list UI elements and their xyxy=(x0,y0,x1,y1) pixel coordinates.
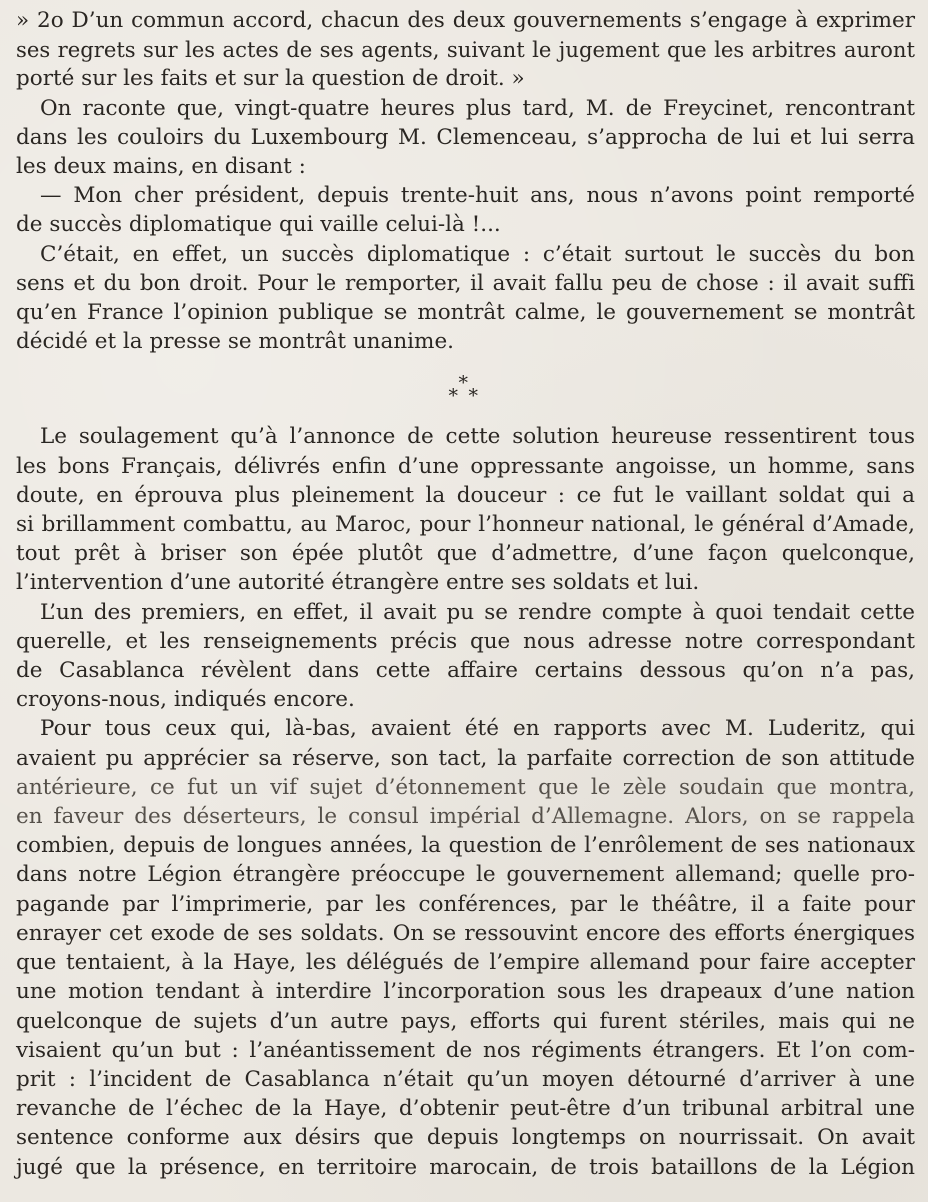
text-line: Pour tous ceux qui, là-bas, avaient été en rapports avec M. Luderitz, qui xyxy=(40,716,915,742)
text-line: que tentaient, à la Haye, les délégués de l’empire allemand pour faire accepter xyxy=(16,950,915,976)
paragraph-freycinet xyxy=(16,94,915,182)
text-line: qu’en France l’opinion publique se montrât calme, le gouvernement se montrât xyxy=(16,300,915,326)
text-line: dans les couloirs du Luxembourg M. Clemenceau, s’approcha de lui et lui serra xyxy=(16,124,915,150)
text-line: — Mon cher président, depuis trente-huit ans, nous n’avons point remporté xyxy=(40,183,915,209)
section-separator xyxy=(16,356,915,422)
text-line: C’était, en effet, un succès diplomatique : c’était surtout le succès du bon xyxy=(40,241,915,267)
asterism-ornament xyxy=(446,372,486,408)
text-line: si brillamment combattu, au Maroc, pour l’honneur national, le général d’Amade, xyxy=(16,512,915,538)
text-line: de Casablanca révèlent dans cette affaire certains dessous qu’on n’a pas, xyxy=(16,658,915,684)
asterisk-glyph: * xyxy=(458,372,468,395)
text-line: jugé que la présence, en territoire marocain, de trois bataillons de la Légion xyxy=(16,1154,915,1180)
paragraph-arbitration-clause xyxy=(16,6,915,94)
text-line: enrayer cet exode de ses soldats. On se ressouvint encore des efforts énergiques xyxy=(16,920,915,946)
text-line: tout prêt à briser son épée plutôt que d’admettre, d’une façon quelconque, xyxy=(16,541,915,567)
text-line: une motion tendant à interdire l’incorporation sous les drapeaux d’une nation xyxy=(16,979,915,1005)
text-line: sentence conforme aux désirs que depuis longtemps on nourrissait. On avait xyxy=(16,1125,915,1151)
text-line: en faveur des déserteurs, le consul impérial d’Allemagne. Alors, on se rappela xyxy=(16,804,915,830)
text-line: doute, en éprouva plus pleinement la douceur : ce fut le vaillant soldat qui a xyxy=(16,482,915,508)
text-line: avaient pu apprécier sa réserve, son tact, la parfaite correction de son attitude xyxy=(16,745,915,771)
text-line: les bons Français, délivrés enfin d’une oppressante angoisse, un homme, sans xyxy=(16,453,915,479)
text-line: antérieure, ce fut un vif sujet d’étonnement que le zèle soudain que montra, xyxy=(16,774,915,800)
text-line: L’un des premiers, en effet, il avait pu se rendre compte à quoi tendait cette xyxy=(40,599,915,625)
text-line: de succès diplomatique qui vaille celui-là !... xyxy=(16,212,501,238)
paragraph-success xyxy=(16,240,915,357)
text-line: croyons-nous, indiqués encore. xyxy=(16,687,355,713)
text-line: On raconte que, vingt-quatre heures plus tard, M. de Freycinet, rencontrant xyxy=(40,95,915,121)
text-line: décidé et la presse se montrât unanime. xyxy=(16,329,454,355)
asterisk-glyph: * xyxy=(448,385,458,408)
paragraph-quarrel xyxy=(16,598,915,715)
paragraph-luderitz xyxy=(16,714,915,1181)
text-line: sens et du bon droit. Pour le remporter, il avait fallu peu de chose : il avait suffi xyxy=(16,270,915,296)
paragraph-quote xyxy=(16,181,915,239)
text-line: ses regrets sur les actes de ses agents, suivant le jugement que les arbitres auront xyxy=(16,37,915,63)
text-line: pagande par l’imprimerie, par les conférences, par le théâtre, il a faite pour xyxy=(16,891,915,917)
text-line: quelconque de sujets d’un autre pays, efforts qui furent stériles, mais qui ne xyxy=(16,1008,915,1034)
text-line: les deux mains, en disant : xyxy=(16,154,306,180)
text-line: querelle, et les renseignements précis que nous adresse notre correspondant xyxy=(16,628,915,654)
text-line: prit : l’incident de Casablanca n’était qu’un moyen détourné d’arriver à une xyxy=(16,1066,915,1092)
text-line: l’intervention d’une autorité étrangère entre ses soldats et lui. xyxy=(16,570,700,596)
paragraph-relief xyxy=(16,422,915,597)
text-line: visaient qu’un but : l’anéantissement de nos régiments étrangers. Et l’on com- xyxy=(16,1037,915,1063)
asterisk-glyph: * xyxy=(468,385,478,408)
text-line: » 2o D’un commun accord, chacun des deux gouvernements s’engage à exprimer xyxy=(16,8,915,33)
text-line: porté sur les faits et sur la question de droit. » xyxy=(16,66,525,92)
text-line: revanche de l’échec de la Haye, d’obtenir peut-être d’un tribunal arbitral une xyxy=(16,1096,915,1122)
text-line: Le soulagement qu’à l’annonce de cette solution heureuse ressentirent tous xyxy=(40,424,915,450)
text-line: dans notre Légion étrangère préoccupe le gouvernement allemand; quelle pro- xyxy=(16,862,915,888)
text-line: combien, depuis de longues années, la question de l’enrôlement de ses nationaux xyxy=(16,833,915,859)
